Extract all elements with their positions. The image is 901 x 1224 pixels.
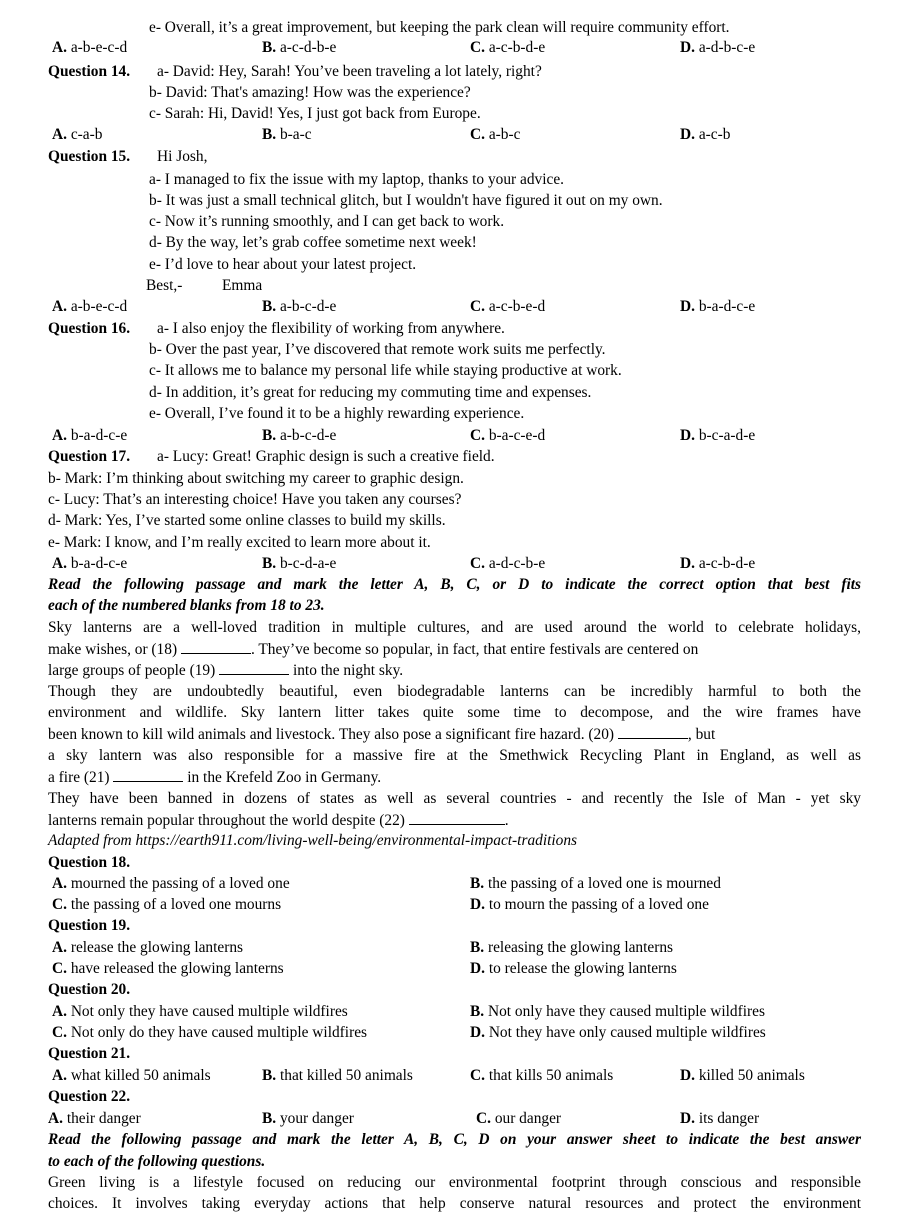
q15-line-d: d- By the way, let’s grab coffee sometime next week! <box>149 234 477 251</box>
passage-source: Adapted from https://earth911.com/living-well-being/environmental-impact-traditions <box>48 832 578 849</box>
q15-line-e: e- I’d love to hear about your latest project. <box>149 256 417 273</box>
q22-label: Question 22. <box>48 1088 131 1105</box>
q15-greeting: Hi Josh, <box>157 148 208 165</box>
q16-line-e: e- Overall, I’ve found it to be a highly rewarding experience. <box>149 405 525 422</box>
q15-name: Emma <box>222 277 263 294</box>
q13-option-line-e: e- Overall, it’s a great improvement, but keeping the park clean will require community effort. <box>149 19 730 36</box>
instruction-reading-line1: Read the following passage and mark the letter A, B, C, D on your answer sheet to indicate the best answer <box>48 1131 861 1148</box>
q16-label: Question 16. <box>48 320 131 337</box>
q15-label: Question 15. <box>48 148 131 165</box>
q15-line-a: a- I managed to fix the issue with my laptop, thanks to your advice. <box>149 171 565 188</box>
q21-label: Question 21. <box>48 1045 131 1062</box>
q16-line-a: a- I also enjoy the flexibility of working from anywhere. <box>157 320 505 337</box>
q16-line-d: d- In addition, it’s great for reducing my commuting time and expenses. <box>149 384 592 401</box>
passage2-line2: choices. It involves taking everyday actions that help conserve natural resources and protect the environment <box>48 1195 861 1212</box>
q18-label: Question 18. <box>48 854 131 871</box>
q20-label: Question 20. <box>48 981 131 998</box>
passage-p3-line2: lanterns remain popular throughout the world despite (22) . <box>48 812 509 829</box>
passage-p2-line4: a sky lantern was also responsible for a massive fire at the Smethwick Recycling Plant in England, as well as <box>48 747 861 764</box>
passage-p2-line3: been known to kill wild animals and livestock. They also pose a significant fire hazard. (20) , but <box>48 726 716 743</box>
passage-p2-line1: Though they are undoubtedly beautiful, even biodegradable lanterns can be incredibly harmful to both the <box>48 683 861 700</box>
q17-line-e: e- Mark: I know, and I’m really excited to learn more about it. <box>48 534 431 551</box>
passage-p1-line1: Sky lanterns are a well-loved tradition in multiple cultures, and are used around the world to celebrate holidays, <box>48 619 861 636</box>
q15-line-c: c- Now it’s running smoothly, and I can get back to work. <box>149 213 505 230</box>
q16-line-b: b- Over the past year, I’ve discovered that remote work suits me perfectly. <box>149 341 606 358</box>
q19-label: Question 19. <box>48 917 131 934</box>
q14-label: Question 14. <box>48 63 131 80</box>
q17-line-b: b- Mark: I’m thinking about switching my career to graphic design. <box>48 470 464 487</box>
passage-p2-line5: a fire (21) in the Krefeld Zoo in Germany. <box>48 769 382 786</box>
q17-line-a: a- Lucy: Great! Graphic design is such a creative field. <box>157 448 495 465</box>
passage-p1-line3: large groups of people (19) into the night sky. <box>48 662 404 679</box>
blank-19 <box>219 660 289 675</box>
q14-line-a: a- David: Hey, Sarah! You’ve been traveling a lot lately, right? <box>157 63 542 80</box>
q14-line-b: b- David: That's amazing! How was the experience? <box>149 84 471 101</box>
q17-line-d: d- Mark: Yes, I’ve started some online classes to build my skills. <box>48 512 446 529</box>
q15-line-b: b- It was just a small technical glitch, but I wouldn't have figured it out on my own. <box>149 192 663 209</box>
blank-20 <box>618 724 688 739</box>
q17-line-c: c- Lucy: That’s an interesting choice! Have you taken any courses? <box>48 491 462 508</box>
q15-signoff: Best,- <box>146 277 183 294</box>
passage-p3-line1: They have been banned in dozens of states as well as several countries - and recently the Isle of Man - yet sky <box>48 790 861 807</box>
blank-21 <box>113 767 183 782</box>
blank-18 <box>181 639 251 654</box>
passage2-line1: Green living is a lifestyle focused on reducing our environmental footprint through conscious and responsible <box>48 1174 861 1191</box>
instruction-reading-line2: to each of the following questions. <box>48 1153 266 1170</box>
q17-label: Question 17. <box>48 448 131 465</box>
instruction-cloze-line1: Read the following passage and mark the letter A, B, C, or D to indicate the correct option that best fits <box>48 576 861 593</box>
passage-p1-line2: make wishes, or (18) . They’ve become so popular, in fact, that entire festivals are centered on <box>48 641 699 658</box>
q14-line-c: c- Sarah: Hi, David! Yes, I just got back from Europe. <box>149 105 481 122</box>
q16-line-c: c- It allows me to balance my personal life while staying productive at work. <box>149 362 622 379</box>
passage-p2-line2: environment and wildlife. Sky lantern litter takes quite some time to decompose, and the wire frames have <box>48 704 861 721</box>
instruction-cloze-line2: each of the numbered blanks from 18 to 23. <box>48 597 325 614</box>
blank-22 <box>409 810 505 825</box>
